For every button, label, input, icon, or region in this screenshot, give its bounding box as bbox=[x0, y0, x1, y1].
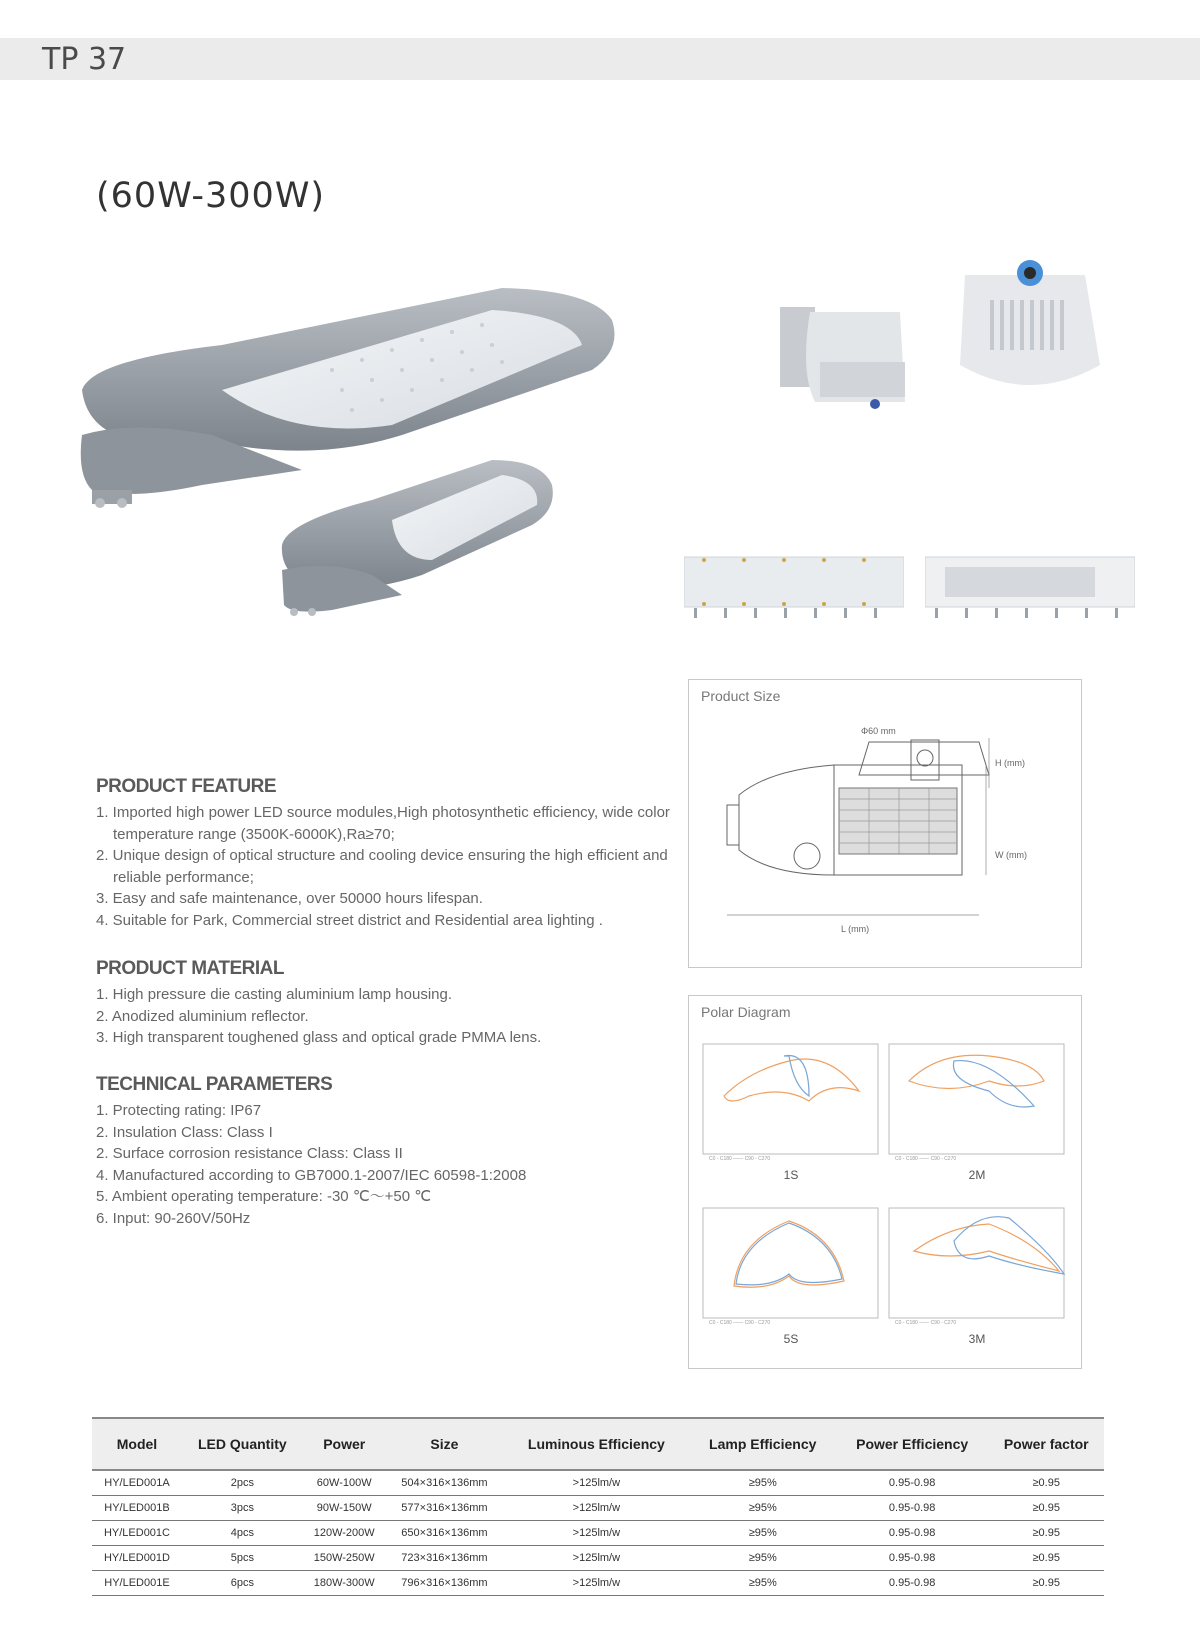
polar-diagram-box bbox=[688, 995, 1082, 1369]
cell: >125lm/w bbox=[503, 1521, 689, 1546]
cell: ≥0.95 bbox=[988, 1521, 1104, 1546]
led-module-photo-2 bbox=[925, 552, 1135, 622]
cell: ≥0.95 bbox=[988, 1546, 1104, 1571]
cell: HY/LED001A bbox=[92, 1470, 182, 1496]
polar-label-5s: 5S bbox=[783, 1332, 799, 1346]
col-size: Size bbox=[386, 1418, 503, 1470]
cell: >125lm/w bbox=[503, 1496, 689, 1521]
cell: 60W-100W bbox=[303, 1470, 386, 1496]
feature-line: 1. Imported high power LED source modules,High photosynthetic efficiency, wide color bbox=[96, 804, 670, 821]
cell: ≥0.95 bbox=[988, 1470, 1104, 1496]
street-lamp-photo bbox=[72, 260, 632, 660]
cell: 504×316×136mm bbox=[386, 1470, 503, 1496]
dim-height-label: H (mm) bbox=[995, 758, 1025, 768]
material-item: 1. High pressure die casting aluminium lamp housing. bbox=[96, 986, 453, 1003]
col-power-efficiency: Power Efficiency bbox=[836, 1418, 989, 1470]
heatsink-detail-photo bbox=[950, 255, 1110, 410]
header-bar bbox=[0, 38, 1200, 80]
cell: ≥95% bbox=[690, 1571, 836, 1596]
cell: 0.95-0.98 bbox=[836, 1546, 989, 1571]
cell: HY/LED001B bbox=[92, 1496, 182, 1521]
technical-item: 2. Insulation Class: Class I bbox=[96, 1123, 273, 1141]
product-feature-title: PRODUCT FEATURE bbox=[96, 776, 277, 797]
cell: 2pcs bbox=[182, 1470, 303, 1496]
cell: >125lm/w bbox=[503, 1470, 689, 1496]
cell: 4pcs bbox=[182, 1521, 303, 1546]
technical-item: 4. Manufactured according to GB7000.1-2007/IEC 60598-1:2008 bbox=[96, 1166, 527, 1184]
cell: 796×316×136mm bbox=[386, 1571, 503, 1596]
cell: 6pcs bbox=[182, 1571, 303, 1596]
cell: 723×316×136mm bbox=[386, 1546, 503, 1571]
polar-label-1s: 1S bbox=[783, 1168, 799, 1182]
polar-legend: C0 - C180 —— C90 - C270 bbox=[895, 1156, 957, 1162]
cell: 90W-150W bbox=[303, 1496, 386, 1521]
polar-diagram-title: Polar Diagram bbox=[701, 1004, 791, 1020]
technical-item: 1. Protecting rating: IP67 bbox=[96, 1102, 262, 1119]
product-size-title: Product Size bbox=[701, 688, 781, 704]
dim-width-label: W (mm) bbox=[995, 850, 1027, 860]
cell: 150W-250W bbox=[303, 1546, 386, 1571]
cell: 0.95-0.98 bbox=[836, 1470, 989, 1496]
dim-diameter-label: Φ60 mm bbox=[861, 726, 896, 736]
technical-item: 6. Input: 90-260V/50Hz bbox=[96, 1209, 251, 1227]
technical-item: 2. Surface corrosion resistance Class: Class II bbox=[96, 1145, 403, 1162]
cell: 577×316×136mm bbox=[386, 1496, 503, 1521]
table-row bbox=[92, 1521, 1104, 1546]
cell: 3pcs bbox=[182, 1496, 303, 1521]
feature-item bbox=[96, 888, 670, 910]
cell: ≥95% bbox=[690, 1521, 836, 1546]
cell: HY/LED001C bbox=[92, 1521, 182, 1546]
cell: ≥95% bbox=[690, 1470, 836, 1496]
led-module-photo-1 bbox=[684, 552, 904, 622]
polar-label-3m: 3M bbox=[968, 1332, 986, 1346]
cell: HY/LED001D bbox=[92, 1546, 182, 1571]
cell: >125lm/w bbox=[503, 1546, 689, 1571]
col-power: Power bbox=[303, 1418, 386, 1470]
cell: ≥0.95 bbox=[988, 1496, 1104, 1521]
feature-item bbox=[96, 802, 670, 845]
product-size-drawing bbox=[689, 680, 1081, 967]
cell: 120W-200W bbox=[303, 1521, 386, 1546]
material-item: 3. High transparent toughened glass and optical grade PMMA lens. bbox=[96, 1029, 542, 1046]
material-item: 2. Anodized aluminium reflector. bbox=[96, 1007, 309, 1025]
polar-legend: C0 - C180 —— C90 - C270 bbox=[709, 1320, 771, 1326]
dim-length-label: L (mm) bbox=[841, 924, 870, 934]
col-led-quantity: LED Quantity bbox=[182, 1418, 303, 1470]
cell: ≥95% bbox=[690, 1496, 836, 1521]
table-row bbox=[92, 1571, 1104, 1596]
cell: HY/LED001E bbox=[92, 1571, 182, 1596]
product-size-box bbox=[688, 679, 1082, 968]
col-lamp-efficiency: Lamp Efficiency bbox=[690, 1418, 836, 1470]
bracket-detail-photo bbox=[780, 292, 910, 412]
cell: 5pcs bbox=[182, 1546, 303, 1571]
product-material-list bbox=[96, 984, 541, 1049]
feature-item bbox=[96, 910, 670, 932]
cell: ≥95% bbox=[690, 1546, 836, 1571]
polar-label-2m: 2M bbox=[968, 1168, 986, 1182]
table-row bbox=[92, 1470, 1104, 1496]
feature-line-cont: temperature range (3500K-6000K),Ra≥70; bbox=[113, 825, 395, 843]
feature-line: 4. Suitable for Park, Commercial street district and Residential area lighting . bbox=[96, 911, 603, 929]
feature-line: 2. Unique design of optical structure and cooling device ensuring the high efficient and bbox=[96, 847, 668, 864]
feature-line-cont: reliable performance; bbox=[113, 868, 254, 886]
technical-parameters-title: TECHNICAL PARAMETERS bbox=[96, 1074, 333, 1095]
feature-line: 3. Easy and safe maintenance, over 50000 hours lifespan. bbox=[96, 890, 483, 907]
technical-item: 5. Ambient operating temperature: -30 ℃～+50 ℃ bbox=[96, 1188, 432, 1205]
polar-legend: C0 - C180 —— C90 - C270 bbox=[709, 1156, 771, 1162]
cell: 0.95-0.98 bbox=[836, 1521, 989, 1546]
polar-diagram-charts bbox=[689, 996, 1081, 1368]
power-range-title: (60W-300W) bbox=[96, 176, 326, 216]
col-luminous-efficiency: Luminous Efficiency bbox=[503, 1418, 689, 1470]
polar-legend: C0 - C180 —— C90 - C270 bbox=[895, 1320, 957, 1326]
product-feature-list bbox=[96, 802, 670, 931]
table-row bbox=[92, 1496, 1104, 1521]
feature-item bbox=[96, 845, 670, 888]
cell: 0.95-0.98 bbox=[836, 1496, 989, 1521]
table-header-row bbox=[92, 1418, 1104, 1470]
product-code: TP 37 bbox=[42, 42, 127, 77]
cell: 650×316×136mm bbox=[386, 1521, 503, 1546]
col-model: Model bbox=[92, 1418, 182, 1470]
cell: 180W-300W bbox=[303, 1571, 386, 1596]
table-row bbox=[92, 1546, 1104, 1571]
cell: ≥0.95 bbox=[988, 1571, 1104, 1596]
col-power-factor: Power factor bbox=[988, 1418, 1104, 1470]
cell: >125lm/w bbox=[503, 1571, 689, 1596]
product-material-title: PRODUCT MATERIAL bbox=[96, 958, 284, 979]
spec-table bbox=[92, 1417, 1104, 1596]
technical-parameters-list bbox=[96, 1100, 526, 1229]
cell: 0.95-0.98 bbox=[836, 1571, 989, 1596]
